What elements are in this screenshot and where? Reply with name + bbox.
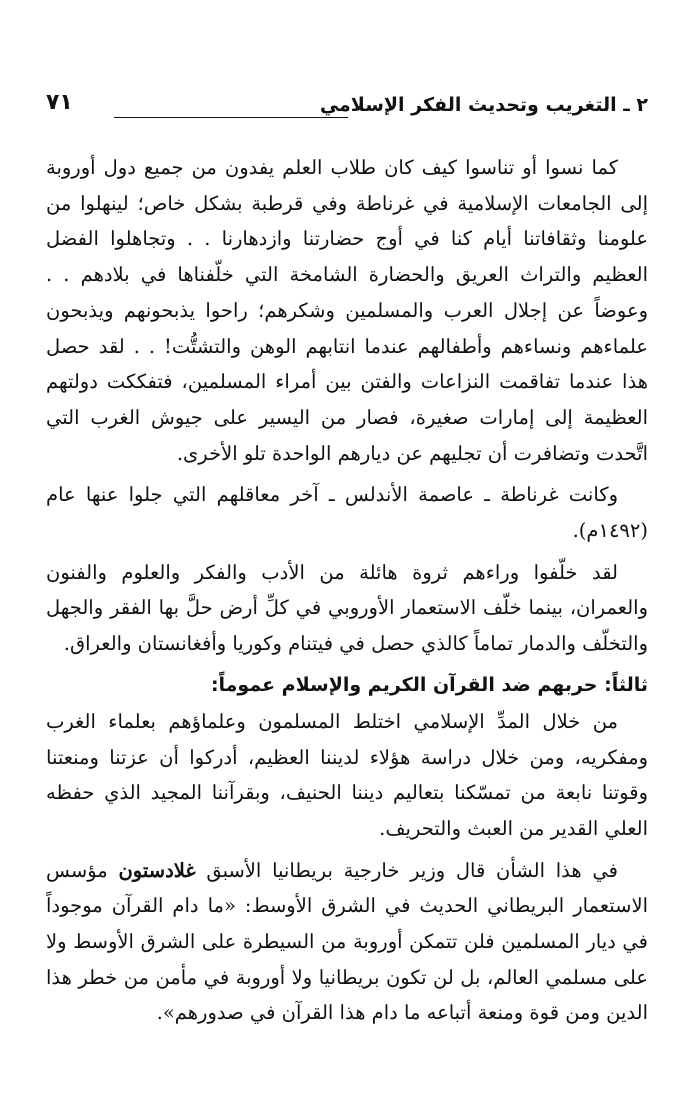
paragraph-1: كما نسوا أو تناسوا كيف كان طلاب العلم يفدون من جميع دول أوروبة إلى الجامعات الإسلامية في غرناطة وفي قرطبة بشكل خاص؛ لينهلوا من علومنا وثقافاتنا أيام كنا في أوج حضارتنا وازدهارنا . . وتجاهلوا الفضل العظيم والتراث العريق والحضارة الشامخة التي خلّفناها في بلادهم . . وعوضاً عن إجلال العرب والمسلمين وشكرهم؛ راحوا يذبحونهم ويذبحون علماءهم ونساءهم وأطفالهم عندما انتابهم الوهن والتشتُّت! . . لقد حصل هذا عندما تفاقمت النزاعات والفتن بين أمراء المسلمين، فتفككت دولتهم العظيمة إلى إمارات صغيرة، فصار من اليسير على جيوش الغرب التي اتَّحدت وتضافرت أن تجليهم عن ديارهم الواحدة تلو الأخرى.	[46, 156, 648, 465]
paragraph-3: لقد خلّفوا وراءهم ثروة هائلة من الأدب والفكر والعلوم والفنون والعمران، بينما خلّف الاستعمار الأوروبي في كلِّ أرض حلَّ بها الفقر والجهل والتخلّف والدمار تماماً كالذي حصل في فيتنام وكوريا وأفغانستان والعراق.	[46, 560, 648, 656]
paragraph-4: من خلال المدِّ الإسلامي اختلط المسلمون وعلماؤهم بعلماء الغرب ومفكريه، ومن خلال دراسة هؤلاء لديننا العظيم، أدركوا أن عزتنا ومنعتنا وقوتنا نابعة من تمسّكنا بتعاليم ديننا الحنيف، وبقرآننا المجيد الذي حفظه العلي القدير من العبث والتحريف.	[46, 709, 648, 840]
chapter-title: ٢ ـ التغريب وتحديث الفكر الإسلامي	[319, 94, 648, 116]
paragraph-5	[46, 853, 648, 1032]
paragraph-5-quote: مؤسس الاستعمار البريطاني الحديث في الشرق الأوسط: «ما دام القرآن موجوداً في ديار المسلمين فلن تتمكن أوروبة من السيطرة على الشرق الأوسط ولا على مسلمي العالم، بل لن تكون بريطانيا ولا أوروبة في مأمن من خطر هذا الدين ومن قوة ومنعة أتباعه ما دام هذا القرآن في صدورهم».	[46, 858, 648, 1025]
paragraph-5-lead: في هذا الشأن قال وزير خارجية بريطانيا الأسبق	[195, 858, 619, 882]
page-number: ٧١	[46, 90, 73, 115]
section-heading: ثالثاً: حربهم ضد القرآن الكريم والإسلام عموماً:	[210, 673, 648, 696]
paragraph-2: وكانت غرناطة ـ عاصمة الأندلس ـ آخر معاقلهم التي جلوا عنها عام (١٤٩٢م).	[46, 483, 648, 543]
running-header	[46, 88, 648, 128]
header-rule	[114, 117, 348, 118]
bold-name-gladstone: غلادستون	[118, 858, 196, 882]
page-body	[46, 150, 648, 1031]
